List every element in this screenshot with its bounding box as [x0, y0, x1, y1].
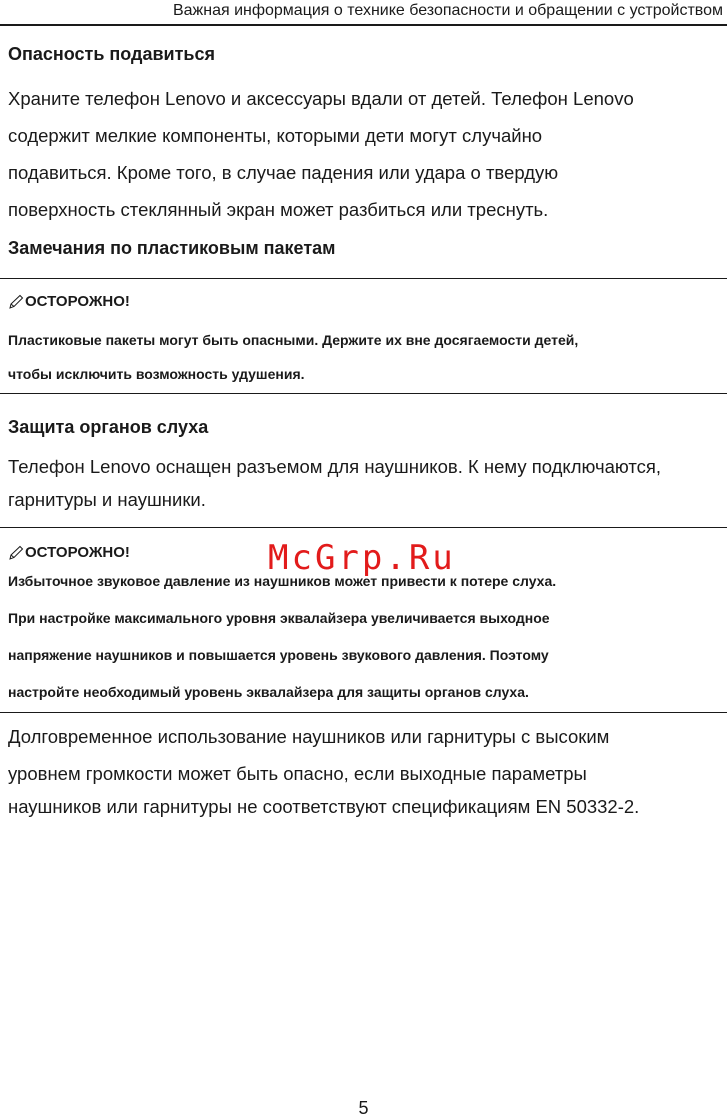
choking-line: подавиться. Кроме того, в случае падения или удара о твердую [8, 162, 559, 183]
section-title-plastic-bags: Замечания по пластиковым пакетам [8, 238, 336, 258]
caution-line: напряжение наушников и повышается уровень звукового давления. Поэтому [8, 647, 549, 663]
choking-line: Храните телефон Lenovo и аксессуары вдали от детей. Телефон Lenovo [8, 88, 634, 109]
caution-label: ОСТОРОЖНО! [25, 293, 130, 310]
hearing-line: гарнитуры и наушники. [8, 489, 206, 510]
section-title-choking: Опасность подавиться [8, 44, 216, 64]
divider [0, 278, 727, 279]
caution-line: При настройке максимального уровня эквалайзера увеличивается выходное [8, 610, 550, 626]
running-header: Важная информация о технике безопасности и обращении с устройством [172, 2, 723, 19]
caution-line: настройте необходимый уровень эквалайзера для защиты органов слуха. [8, 684, 529, 700]
caution-line: Пластиковые пакеты могут быть опасными. Держите их вне досягаемости детей, [8, 332, 579, 348]
pencil-icon [8, 545, 24, 561]
caution-label: ОСТОРОЖНО! [25, 544, 130, 561]
hearing-after-line: Долговременное использование наушников или гарнитуры с высоким [8, 726, 610, 747]
page-number: 5 [358, 1098, 369, 1118]
divider [0, 527, 727, 528]
caution-line: Избыточное звуковое давление из наушников может привести к потере слуха. [8, 573, 557, 589]
watermark: McGrp.Ru [268, 538, 456, 578]
section-title-hearing: Защита органов слуха [8, 417, 209, 437]
hearing-after-line: уровнем громкости может быть опасно, если выходные параметры [8, 763, 587, 784]
hearing-line: Телефон Lenovo оснащен разъемом для наушников. К нему подключаются, [8, 456, 662, 477]
divider [0, 393, 727, 394]
pencil-icon [8, 294, 24, 310]
choking-line: поверхность стеклянный экран может разбиться или треснуть. [8, 199, 549, 220]
caution-heading [8, 544, 130, 561]
divider [0, 712, 727, 713]
caution-line: чтобы исключить возможность удушения. [8, 366, 305, 382]
header-rule [0, 24, 727, 26]
choking-line: содержит мелкие компоненты, которыми дети могут случайно [8, 125, 543, 146]
hearing-after-line: наушников или гарнитуры не соответствуют спецификациям EN 50332-2. [8, 796, 640, 817]
caution-heading [8, 293, 130, 310]
